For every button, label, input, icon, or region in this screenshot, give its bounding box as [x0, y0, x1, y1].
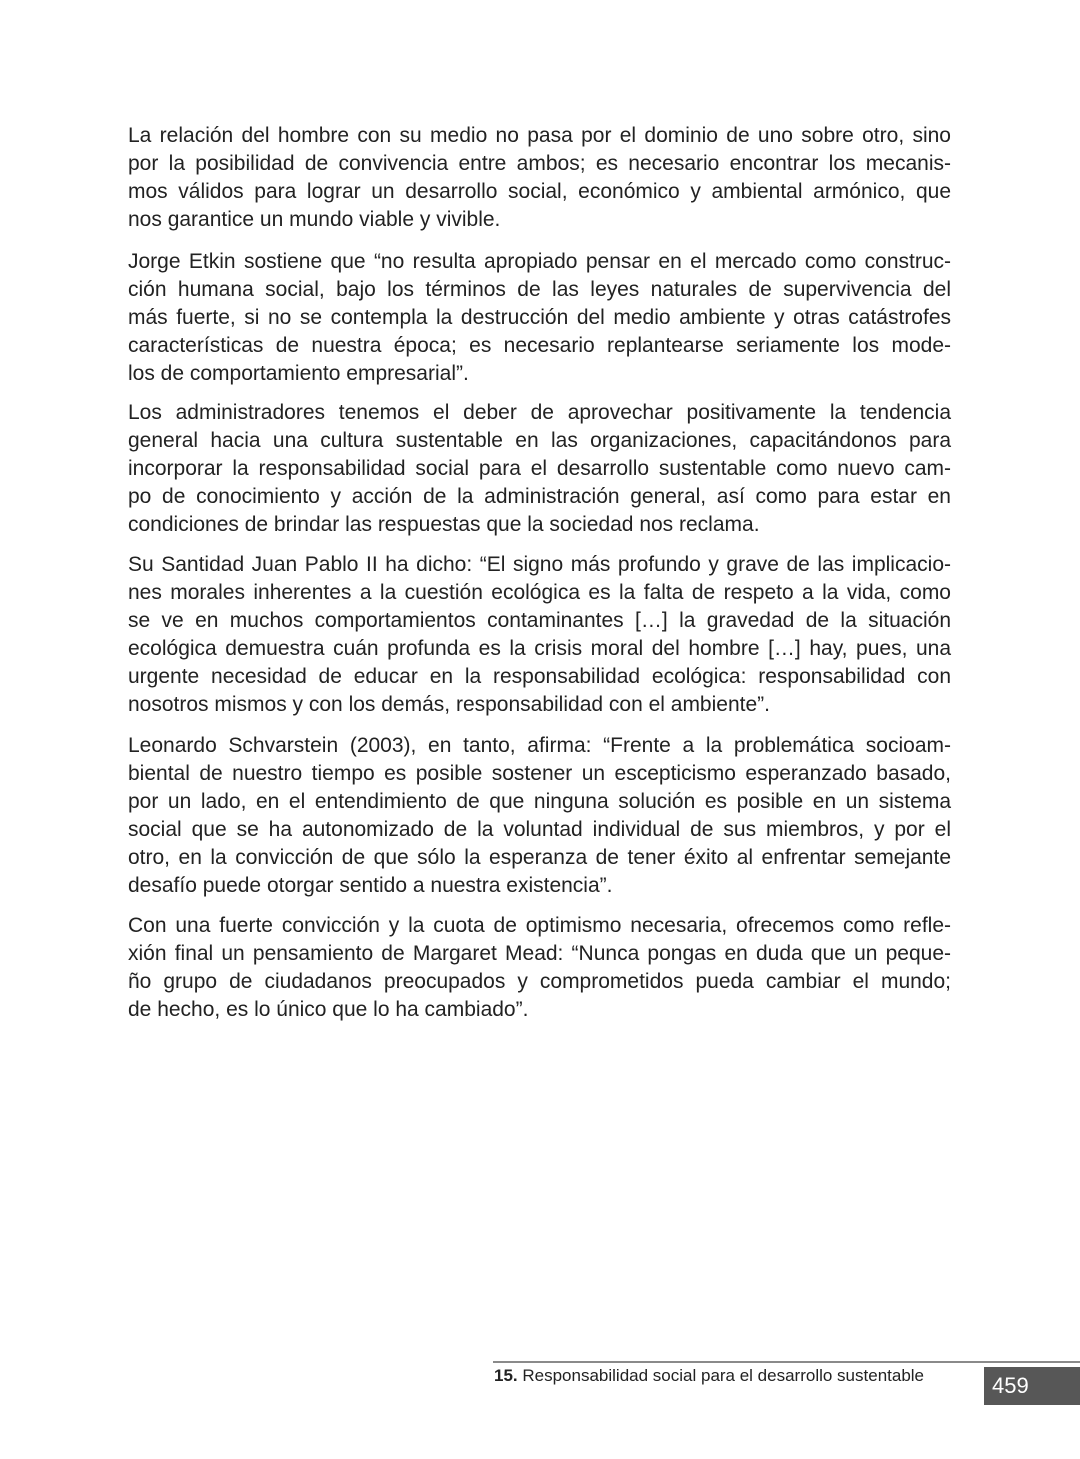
text-line: Con una fuerte convicción y la cuota de optimismo necesaria, ofrecemos como refle- — [128, 914, 951, 937]
text-line: ño grupo de ciudadanos preocupados y comprometidos pueda cambiar el mundo; — [128, 970, 951, 993]
page-number: 459 — [984, 1367, 1080, 1405]
text-line: por un lado, en el entendimiento de que ninguna solución es posible en un sistema — [128, 790, 951, 813]
text-line: Leonardo Schvarstein (2003), en tanto, afirma: “Frente a la problemática socioam- — [128, 734, 951, 757]
text-line: incorporar la responsabilidad social para el desarrollo sustentable como nuevo cam- — [128, 457, 951, 480]
text-line: nosotros mismos y con los demás, responsabilidad con el ambiente”. — [128, 693, 770, 716]
text-line: mos válidos para lograr un desarrollo social, económico y ambiental armónico, que — [128, 180, 951, 203]
text-line: características de nuestra época; es necesario replantearse seriamente los mode- — [128, 334, 951, 357]
paragraph — [128, 551, 951, 719]
text-line: más fuerte, si no se contempla la destrucción del medio ambiente y otras catástrofes — [128, 306, 951, 329]
text-line: condiciones de brindar las respuestas que la sociedad nos reclama. — [128, 513, 760, 536]
paragraph — [128, 912, 951, 1024]
text-line: de hecho, es lo único que lo ha cambiado”. — [128, 998, 529, 1021]
footer-divider — [493, 1361, 1080, 1363]
paragraph — [128, 122, 951, 234]
running-footer — [494, 1366, 924, 1386]
text-line: otro, en la convicción de que sólo la esperanza de tener éxito al enfrentar semejante — [128, 846, 951, 869]
paragraph — [128, 248, 951, 388]
text-line: los de comportamiento empresarial”. — [128, 362, 469, 385]
text-line: nes morales inherentes a la cuestión ecológica es la falta de respeto a la vida, como — [128, 581, 951, 604]
text-line: Los administradores tenemos el deber de aprovechar positivamente la tendencia — [128, 401, 951, 424]
text-line: biental de nuestro tiempo es posible sostener un escepticismo esperanzado basado, — [128, 762, 951, 785]
text-line: general hacia una cultura sustentable en las organizaciones, capacitándonos para — [128, 429, 951, 452]
text-line: Jorge Etkin sostiene que “no resulta apropiado pensar en el mercado como construc- — [128, 250, 951, 273]
text-line: urgente necesidad de educar en la responsabilidad ecológica: responsabilidad con — [128, 665, 951, 688]
chapter-number: 15. — [494, 1366, 518, 1385]
text-line: por la posibilidad de convivencia entre ambos; es necesario encontrar los mecanis- — [128, 152, 951, 175]
paragraph — [128, 732, 951, 900]
text-line: social que se ha autonomizado de la voluntad individual de sus miembros, y por el — [128, 818, 951, 841]
text-line: desafío puede otorgar sentido a nuestra existencia”. — [128, 874, 613, 897]
text-line: ecológica demuestra cuán profunda es la crisis moral del hombre […] hay, pues, una — [128, 637, 951, 660]
text-line: se ve en muchos comportamientos contaminantes […] la gravedad de la situación — [128, 609, 951, 632]
text-line: po de conocimiento y acción de la administración general, así como para estar en — [128, 485, 951, 508]
text-line: nos garantice un mundo viable y vivible. — [128, 208, 501, 231]
text-line: La relación del hombre con su medio no pasa por el dominio de uno sobre otro, sino — [128, 124, 951, 147]
chapter-title: Responsabilidad social para el desarrollo sustentable — [522, 1366, 925, 1385]
paragraph — [128, 399, 951, 539]
text-line: ción humana social, bajo los términos de las leyes naturales de supervivencia del — [128, 278, 951, 301]
text-line: xión final un pensamiento de Margaret Mead: “Nunca pongas en duda que un peque- — [128, 942, 951, 965]
text-line: Su Santidad Juan Pablo II ha dicho: “El signo más profundo y grave de las implicacio- — [128, 553, 951, 576]
